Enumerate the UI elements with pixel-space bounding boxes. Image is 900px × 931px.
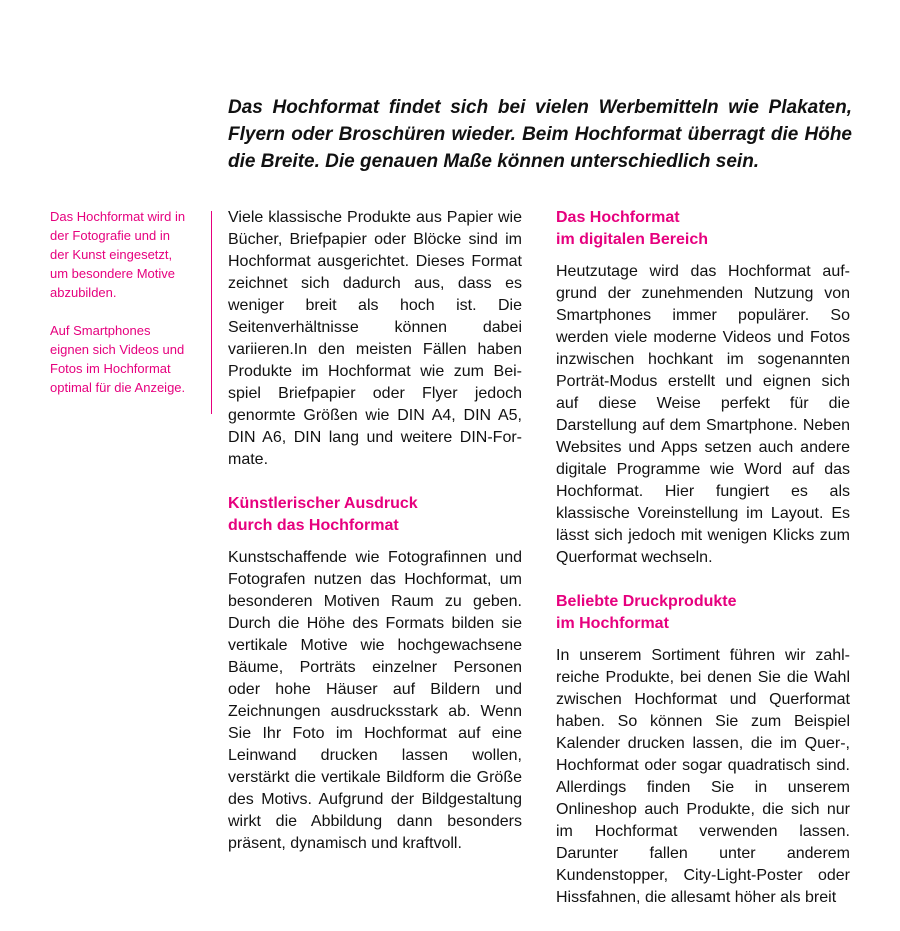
section-heading-line: im Hochformat — [556, 615, 669, 632]
section-heading-line: Das Hochformat — [556, 209, 680, 226]
left-column — [228, 207, 522, 877]
sidebar-note-photography: Das Hochformat wird in der Fotografie und in der Kunst eingesetzt, um besondere Motive abzubilden. — [50, 209, 186, 300]
section-body-artistic: Kunstschaffende wie Fotografinnen und Fotografen nutzen das Hochformat, um besonderen Motiven Raum zu geben. Durch die Höhe des Formats bilden sie vertikale Motive wie hochgewachsene Bäume, Porträts einzelner Personen oder hohe Häuser auf Bildern und Zeichnungen ausdrucksstark ab. Wenn Sie Ihr Foto im Hochformat auf eine Leinwand drucken lassen wollen, verstärkt die vertikale Bildform die Größe des Motivs. Aufgrund der Bildgestaltung wirkt die Abbildung dann besonders präsent, dynamisch und kraftvoll. — [228, 549, 522, 852]
section-heading-line: im digitalen Bereich — [556, 231, 709, 248]
intro-paragraph: Viele klassische Produkte aus Papier wie Bücher, Briefpapier oder Blöcke sind im Hochformat ausgerichtet. Dieses Format zeichnet sich dadurch aus, dass es weniger breit als hoch ist. Die Seitenverhältnisse können dabei variieren.In den meisten Fällen haben Produkte im Hochformat wie zum Beispiel Briefpapier oder Flyer jedoch genormte Größen wie DIN A4, DIN A5, DIN A6, DIN lang und weitere DIN-Formate. — [228, 209, 522, 468]
sidebar-divider — [211, 211, 212, 414]
section-heading-artistic — [228, 493, 522, 537]
section-body-digital: Heutzutage wird das Hochformat aufgrund der zunehmenden Nutzung von Smartphones immer populärer. So werden viele moderne Videos und Fotos inzwischen hochkant im sogenannten Porträt-Modus erstellt und eignen sich auf diese Weise perfekt für die Darstellung auf dem Smartphone. Neben Websites und Apps setzen auch andere digitale Programme wie Word auf das Hochformat. Hier fungiert es als klassische Voreinstellung im Layout. Es lässt sich jedoch mit wenigen Klicks zum Querformat wechseln. — [556, 263, 850, 566]
sidebar-note-smartphones: Auf Smartphones eignen sich Videos und Fotos im Hochformat optimal für die Anzeige. — [50, 323, 186, 395]
section-heading-print-products — [556, 591, 850, 635]
lead-paragraph: Das Hochformat findet sich bei vielen Werbemitteln wie Plakaten, Flyern oder Broschüren wieder. Beim Hochformat überragt die Höhe die Breite. Die genauen Maße können unterschiedlich sein. — [228, 97, 852, 172]
section-heading-line: Beliebte Druckprodukte — [556, 593, 737, 610]
section-heading-line: durch das Hochformat — [228, 517, 399, 534]
right-column — [556, 207, 850, 931]
section-body-print-products: In unserem Sortiment führen wir zahlreiche Produkte, bei denen Sie die Wahl zwischen Hochformat und Querformat haben. So können Sie zum Beispiel Kalender drucken lassen, die im Quer-, Hochformat oder sogar quadratisch sind. Allerdings finden Sie in unserem Onlineshop auch Produkte, die sich nur im Hochformat verwenden lassen. Darunter fallen unter anderem Kundenstopper, City-Light-Poster oder Hissfahnen, die allesamt höher als breit — [556, 647, 850, 906]
section-heading-line: Künstlerischer Ausdruck — [228, 495, 418, 512]
section-heading-digital — [556, 207, 850, 251]
sidebar-notes — [50, 207, 190, 416]
